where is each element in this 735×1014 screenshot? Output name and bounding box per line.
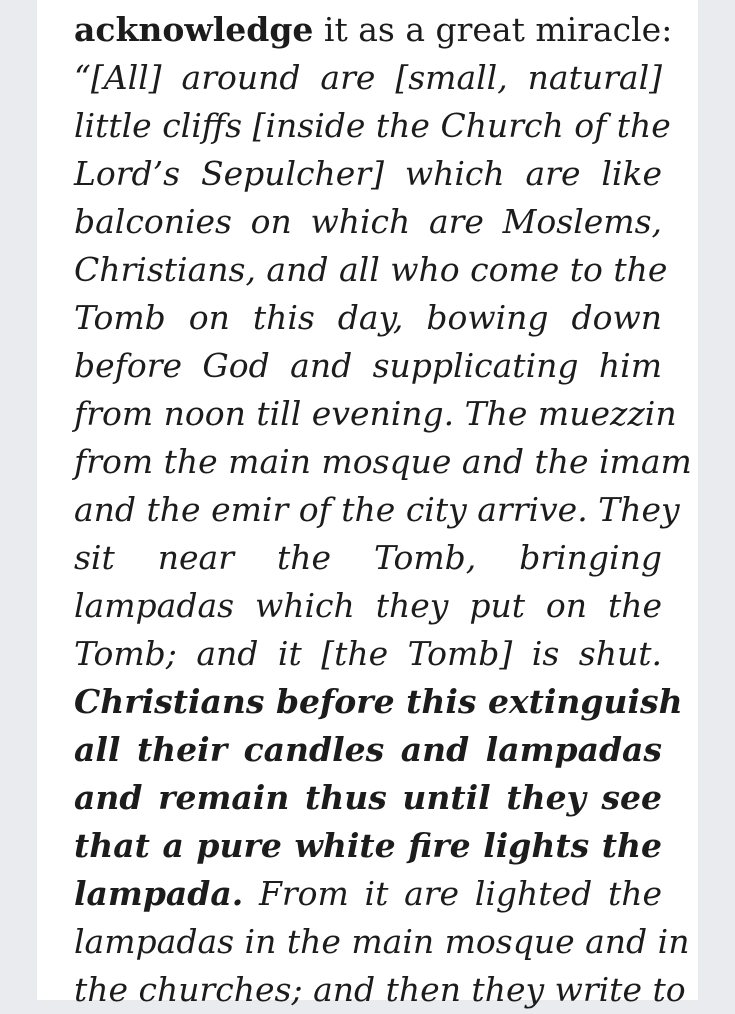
text-line bbox=[74, 870, 662, 918]
emphasized-text: lampada. bbox=[74, 874, 244, 913]
text-line bbox=[74, 102, 671, 150]
body-text: and the emir of the city arrive. They bbox=[74, 490, 680, 529]
body-text: the churches; and then they write to bbox=[74, 970, 686, 1009]
body-text: Lord’s Sepulcher] which are like bbox=[74, 154, 662, 193]
text-line bbox=[74, 294, 662, 342]
emphasized-text: and remain thus until they see bbox=[74, 778, 662, 817]
text-line bbox=[74, 630, 662, 678]
body-text: lampadas in the main mosque and in bbox=[74, 922, 690, 961]
body-text: Christians, and all who come to the bbox=[74, 250, 668, 289]
text-line bbox=[74, 198, 662, 246]
text-line bbox=[74, 438, 692, 486]
body-text: little cliffs [inside the Church of the bbox=[74, 106, 671, 145]
text-line bbox=[74, 54, 662, 102]
document-page bbox=[37, 0, 698, 1009]
body-text: From it are lighted the bbox=[243, 874, 662, 913]
text-line bbox=[74, 390, 677, 438]
text-line bbox=[74, 678, 683, 726]
body-text: Tomb; and it [the Tomb] is shut. bbox=[74, 634, 662, 673]
emphasized-text: that a pure white fire lights the bbox=[74, 826, 662, 865]
emphasized-text: Christians before this extinguish bbox=[74, 682, 683, 721]
emphasized-text: all their candles and lampadas bbox=[74, 730, 662, 769]
body-text: lampadas which they put on the bbox=[74, 586, 662, 625]
text-line bbox=[74, 918, 690, 966]
text-line bbox=[74, 822, 662, 870]
body-text: sit near the Tomb, bringing bbox=[74, 538, 662, 577]
text-line bbox=[74, 150, 662, 198]
body-text: before God and supplicating him bbox=[74, 346, 662, 385]
text-line bbox=[74, 486, 680, 534]
body-text: it as a great miracle: bbox=[313, 10, 673, 49]
emphasized-text: acknowledge bbox=[74, 10, 314, 49]
text-line bbox=[74, 726, 662, 774]
body-text: Tomb on this day, bowing down bbox=[74, 298, 662, 337]
body-text: from the main mosque and the imam bbox=[74, 442, 692, 481]
text-line bbox=[74, 6, 673, 54]
text-line bbox=[74, 534, 662, 582]
body-text: balconies on which are Moslems, bbox=[74, 202, 662, 241]
document-text-block bbox=[74, 0, 692, 1014]
text-line bbox=[74, 774, 662, 822]
body-text: from noon till evening. The muezzin bbox=[74, 394, 677, 433]
body-text: “[All] around are [small, natural] bbox=[74, 58, 662, 97]
text-line bbox=[74, 342, 662, 390]
text-line bbox=[74, 582, 662, 630]
body-text bbox=[74, 0, 95, 1]
text-line bbox=[74, 966, 686, 1014]
text-line bbox=[74, 246, 668, 294]
